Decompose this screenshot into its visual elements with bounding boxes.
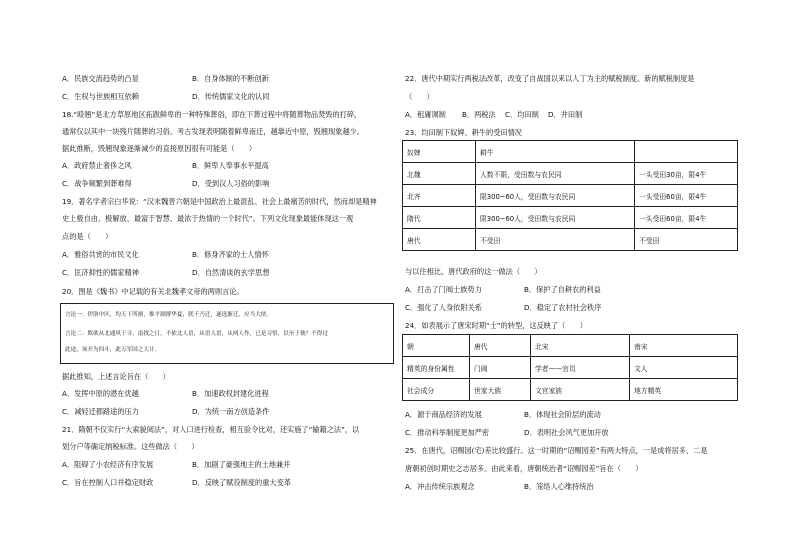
table-row <box>403 207 738 229</box>
q20-option-a: A．发挥中原的潜在优越 <box>62 389 139 398</box>
q18-line-2: 通常仅以其中一块残片随葬的习俗。考古发现表明随着鲜卑南迁，越靠近中原，毁翘现象越少。 <box>62 127 364 136</box>
table-cell: 朝 <box>403 335 470 357</box>
q20-line: 20．图是《魏书》中记载的有关北魏孝文帝的两则言论。 <box>62 287 244 296</box>
table-cell: 人数不限，受田数与农民同 <box>476 163 635 185</box>
q18-option-a: A．政府禁止奢侈之风 <box>62 161 132 170</box>
table-row <box>403 185 738 207</box>
q20-option-d: D．为统一南方创造条件 <box>192 407 270 416</box>
table-cell: 社会成分 <box>403 379 470 401</box>
q22-line-2: （ ） <box>405 92 434 101</box>
table-cell: 不受田 <box>476 229 635 251</box>
q21-option-b: B．加剧了豪强地主的土地兼并 <box>192 460 291 469</box>
q23-option-c: C．强化了人身依附关系 <box>405 303 482 312</box>
q17-option-a: A．民族交流趋势的凸显 <box>62 74 139 83</box>
table-row <box>403 141 738 163</box>
table-cell: 耕牛 <box>476 141 635 163</box>
q18-option-c: C．战争频繁到葬难得 <box>62 179 132 188</box>
q19-line-2: 史上极自由、极解放、最富于智慧、最浓于热情的一个时代”。下列文化现象最能体现这一观 <box>62 214 354 223</box>
table-cell: 一头受田60亩，限4牛 <box>635 207 738 229</box>
q25-line-1: 25．在唐代，诏赐园(宅)差比较盛行。这一时期的“诏赐园差”有两大特点，一是成将居多，二是 <box>405 446 708 455</box>
q20-tail: 据此推知，上述言论旨在（ ） <box>62 372 170 381</box>
q19-option-b: B．修身齐家的士人情怀 <box>192 250 269 259</box>
table-cell: 奴婢 <box>403 141 476 163</box>
q19-line-3: 点的是（ ） <box>62 232 113 241</box>
q24-option-a: A．源于商品经济的发展 <box>405 410 482 419</box>
table-row <box>403 335 738 357</box>
q17-option-d: D．传统儒家文化的认同 <box>192 92 270 101</box>
q23-line: 23．均田制下奴婢、耕牛的受田情况 <box>405 128 522 137</box>
table-cell: 隋代 <box>403 207 476 229</box>
q22-option-d: D．井田制 <box>548 110 583 119</box>
q17-option-b: B．自身体制的不断创新 <box>192 74 269 83</box>
q24-option-b: B．体现社会阶层的流动 <box>524 410 601 419</box>
q20-option-b: B．加速政权封建化进程 <box>192 389 269 398</box>
q20-quote-line-2: 言论二：欺欲从北通风于寻，南找之日，不依北人语，从语人语，从两人作，已是习悟，以至于彼？不得过 <box>65 331 328 337</box>
table-cell: 世家大族 <box>470 379 531 401</box>
table-row <box>403 357 738 379</box>
table-cell: 北齐 <box>403 185 476 207</box>
q22-line-1: 22．唐代中期实行两税法改革，改变了自战国以来以人丁为主的赋税制度。新的赋税制度是 <box>405 74 695 83</box>
q25-option-a: A．冲击传统宗族观念 <box>405 482 475 491</box>
q18-option-b: B．鲜卑人奉事水平提高 <box>192 161 269 170</box>
q24-table <box>402 334 738 401</box>
table-row <box>403 229 738 251</box>
q19-option-a: A．雅俗共赏的市民文化 <box>62 250 139 259</box>
table-cell <box>635 141 738 163</box>
q23-option-b: B．保护了自耕农的利益 <box>524 285 601 294</box>
q24-option-c: C．推动科举制度更加严密 <box>405 428 490 437</box>
q21-option-c: C．旨在控制人口并稳定财政 <box>62 478 154 487</box>
q17-option-c: C．生权与世族相互依赖 <box>62 92 139 101</box>
q21-line-1: 21．隋朝不仅实行“大索貌阅法”，对人口进行检查，相互验令比对，还实施了“输籍之法”，以 <box>62 425 360 434</box>
q18-option-d: D．受到汉人习俗的影响 <box>192 179 270 188</box>
table-cell: 唐代 <box>470 335 531 357</box>
q23-option-d: D．稳定了农村社会秩序 <box>524 303 602 312</box>
table-cell: 一头受田30亩，限4牛 <box>635 163 738 185</box>
table-cell: 精英的身份属性 <box>403 357 470 379</box>
q18-line-1: 18.“殴翘”是北方草原地区拓跋鲜卑的一种特殊葬俗，即在下葬过程中将随葬物品焚毁的打碎， <box>62 110 362 119</box>
q23-option-a: A．打击了门阀士族势力 <box>405 285 482 294</box>
table-cell: 文人 <box>630 357 738 379</box>
table-row <box>403 163 738 185</box>
q21-option-a: A．阻碍了小农经济有序发展 <box>62 460 154 469</box>
q24-option-d: D．表明社会风气更加开放 <box>524 428 609 437</box>
q19-line-1: 19．著名学者宗白华说：“汉末魏晋六朝是中国政治上最混乱、社会上最痛苦的时代，然而却是精神 <box>62 197 377 206</box>
table-cell: 北宋 <box>531 335 630 357</box>
table-cell: 南宋 <box>630 335 738 357</box>
q20-quote-line-3: 此途，该开为四斗，此万军国之大计。 <box>65 347 161 353</box>
table-cell: 限300~60人，受田数与农民同 <box>476 207 635 229</box>
table-cell: 不受田 <box>635 229 738 251</box>
table-row <box>403 379 738 401</box>
q21-option-d: D．反映了赋役制度的重大变革 <box>192 478 291 487</box>
q25-option-b: B．笼络人心维持统治 <box>524 482 594 491</box>
q25-line-2: 唐朝初创时期史之志居多。由此来看，唐朝统治者“诏赐园差”旨在（ ） <box>405 464 643 473</box>
q22-option-c: C．均田制 <box>505 110 539 119</box>
table-cell: 地方精英 <box>630 379 738 401</box>
q24-line: 24．如表展示了唐宋时期“士”的转型，这反映了（ ） <box>405 321 587 330</box>
q22-option-b: B．两税法 <box>462 110 496 119</box>
table-cell: 一头受田60亩，限4牛 <box>635 185 738 207</box>
table-cell: 学者——官员 <box>531 357 630 379</box>
q18-line-3: 据此推断，毁翘现象逐渐减少的直接原因很有可能是（ ） <box>62 144 257 153</box>
q19-option-c: C．匡济抑性的儒家精神 <box>62 268 139 277</box>
q23-table <box>402 140 738 251</box>
table-cell: 限300~60人，受田数与农民同 <box>476 185 635 207</box>
q19-option-d: D．自然清谈的玄学思想 <box>192 268 270 277</box>
q21-line-2: 划分户等确定纳税标准。这些做法（ ） <box>62 442 199 451</box>
table-cell: 门阀 <box>470 357 531 379</box>
table-cell: 唐代 <box>403 229 476 251</box>
table-cell: 北魏 <box>403 163 476 185</box>
q20-option-c: C．减轻迁都路途的压力 <box>62 407 139 416</box>
q22-option-a: A．租庸调制 <box>405 110 446 119</box>
q20-quote-box <box>60 303 394 364</box>
table-cell: 文官家族 <box>531 379 630 401</box>
q20-quote-line-1: 言论一：伊洛中区，均天下所据，推平制群华夏，朕千乃迁，遂选渐迁，应当大侠。 <box>65 312 272 318</box>
q23-tail: 与以往相比，唐代政府的这一做法（ ） <box>405 267 542 276</box>
